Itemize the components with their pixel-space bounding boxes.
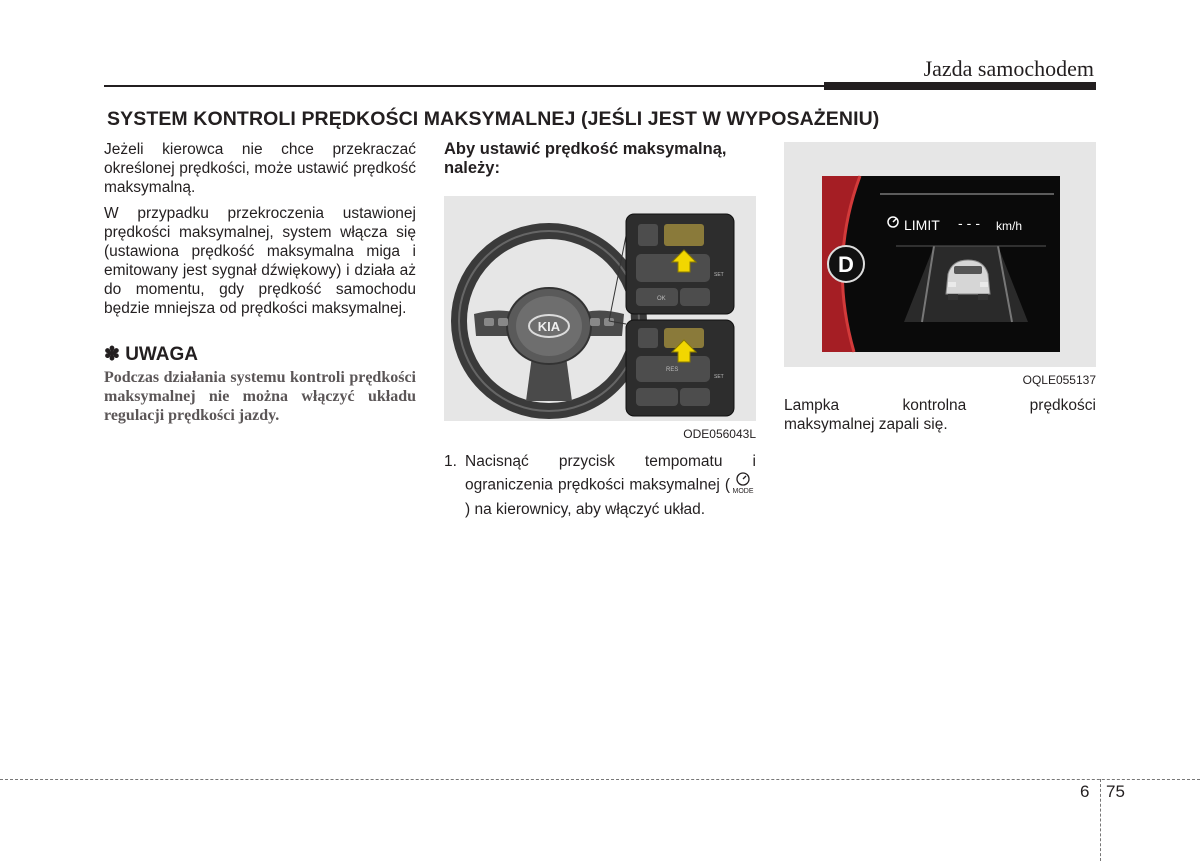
step-1-number: 1.	[444, 453, 457, 470]
cluster-illustration	[784, 142, 1096, 367]
left-column	[104, 140, 416, 425]
speed-unit: km/h	[996, 219, 1023, 233]
gear-indicator: D	[838, 252, 854, 277]
footer-divider	[1100, 779, 1101, 861]
step-1-text	[465, 452, 756, 519]
res-label: RES	[666, 367, 679, 373]
header-rule-thick	[824, 82, 1096, 90]
note-symbol-icon: ✽	[104, 344, 120, 365]
note-heading	[104, 344, 416, 366]
page-number: 75	[1106, 782, 1125, 801]
button-inset-bottom	[626, 320, 734, 416]
figure-code-left: ODE056043L	[683, 427, 756, 441]
behavior-paragraph: W przypadku przekroczenia ustawionej prędkości maksymalnej, system włącza się (ustawiona prędkość maksymalna miga i emitowany jest sygnał dźwiękowy) i działa aż do momentu, gdy prędkość samochodu będzie mniejsza od prędkości maksymalnej.	[104, 205, 416, 317]
step-1-text-before: Nacisnąć przycisk tempomatu i ograniczenia prędkości maksymalnej (	[465, 453, 756, 494]
set-label-top: SET	[714, 272, 724, 278]
speed-limiter-mode-icon	[730, 471, 756, 500]
middle-column	[444, 140, 756, 178]
header-rule	[104, 85, 824, 87]
intro-paragraph: Jeżeli kierowca nie chce przekraczać określonej prędkości, może ustawić prędkość maksymalną.	[104, 141, 416, 196]
step-1	[444, 452, 756, 519]
running-header: Jazda samochodem	[923, 56, 1094, 81]
steering-wheel-figure	[444, 196, 756, 441]
note-heading-label: UWAGA	[125, 344, 199, 365]
set-label-bottom: SET	[714, 374, 724, 380]
button-inset-top	[626, 214, 734, 314]
car-icon	[946, 260, 990, 300]
cluster-figure	[784, 142, 1096, 387]
kia-logo: KIA	[537, 319, 561, 334]
caption-line-2: maksymalnej zapali się.	[784, 416, 948, 433]
mode-icon-label: MODE	[732, 488, 754, 495]
ok-label: OK	[657, 296, 666, 302]
steering-wheel-illustration	[444, 196, 756, 421]
chapter-number: 6	[1080, 782, 1090, 801]
cluster-caption	[784, 396, 1096, 434]
step-1-text-after: ) na kierownicy, aby włączyć układ.	[465, 501, 706, 518]
limit-value: ---	[958, 215, 984, 231]
limit-label: LIMIT	[904, 217, 940, 233]
footer-rule	[0, 779, 1200, 780]
figure-code-right: OQLE055137	[1022, 373, 1096, 387]
note-body: Podczas działania systemu kontroli prędkości maksymalnej nie można włączyć układu regulacji prędkości jazdy.	[104, 369, 416, 424]
caption-line-1: Lampka kontrolna prędkości	[784, 397, 1096, 414]
procedure-subheading: Aby ustawić prędkość maksymalną, należy:	[444, 140, 727, 177]
section-title: SYSTEM KONTROLI PRĘDKOŚCI MAKSYMALNEJ (JEŚLI JEST W WYPOSAŻENIU)	[107, 108, 880, 130]
